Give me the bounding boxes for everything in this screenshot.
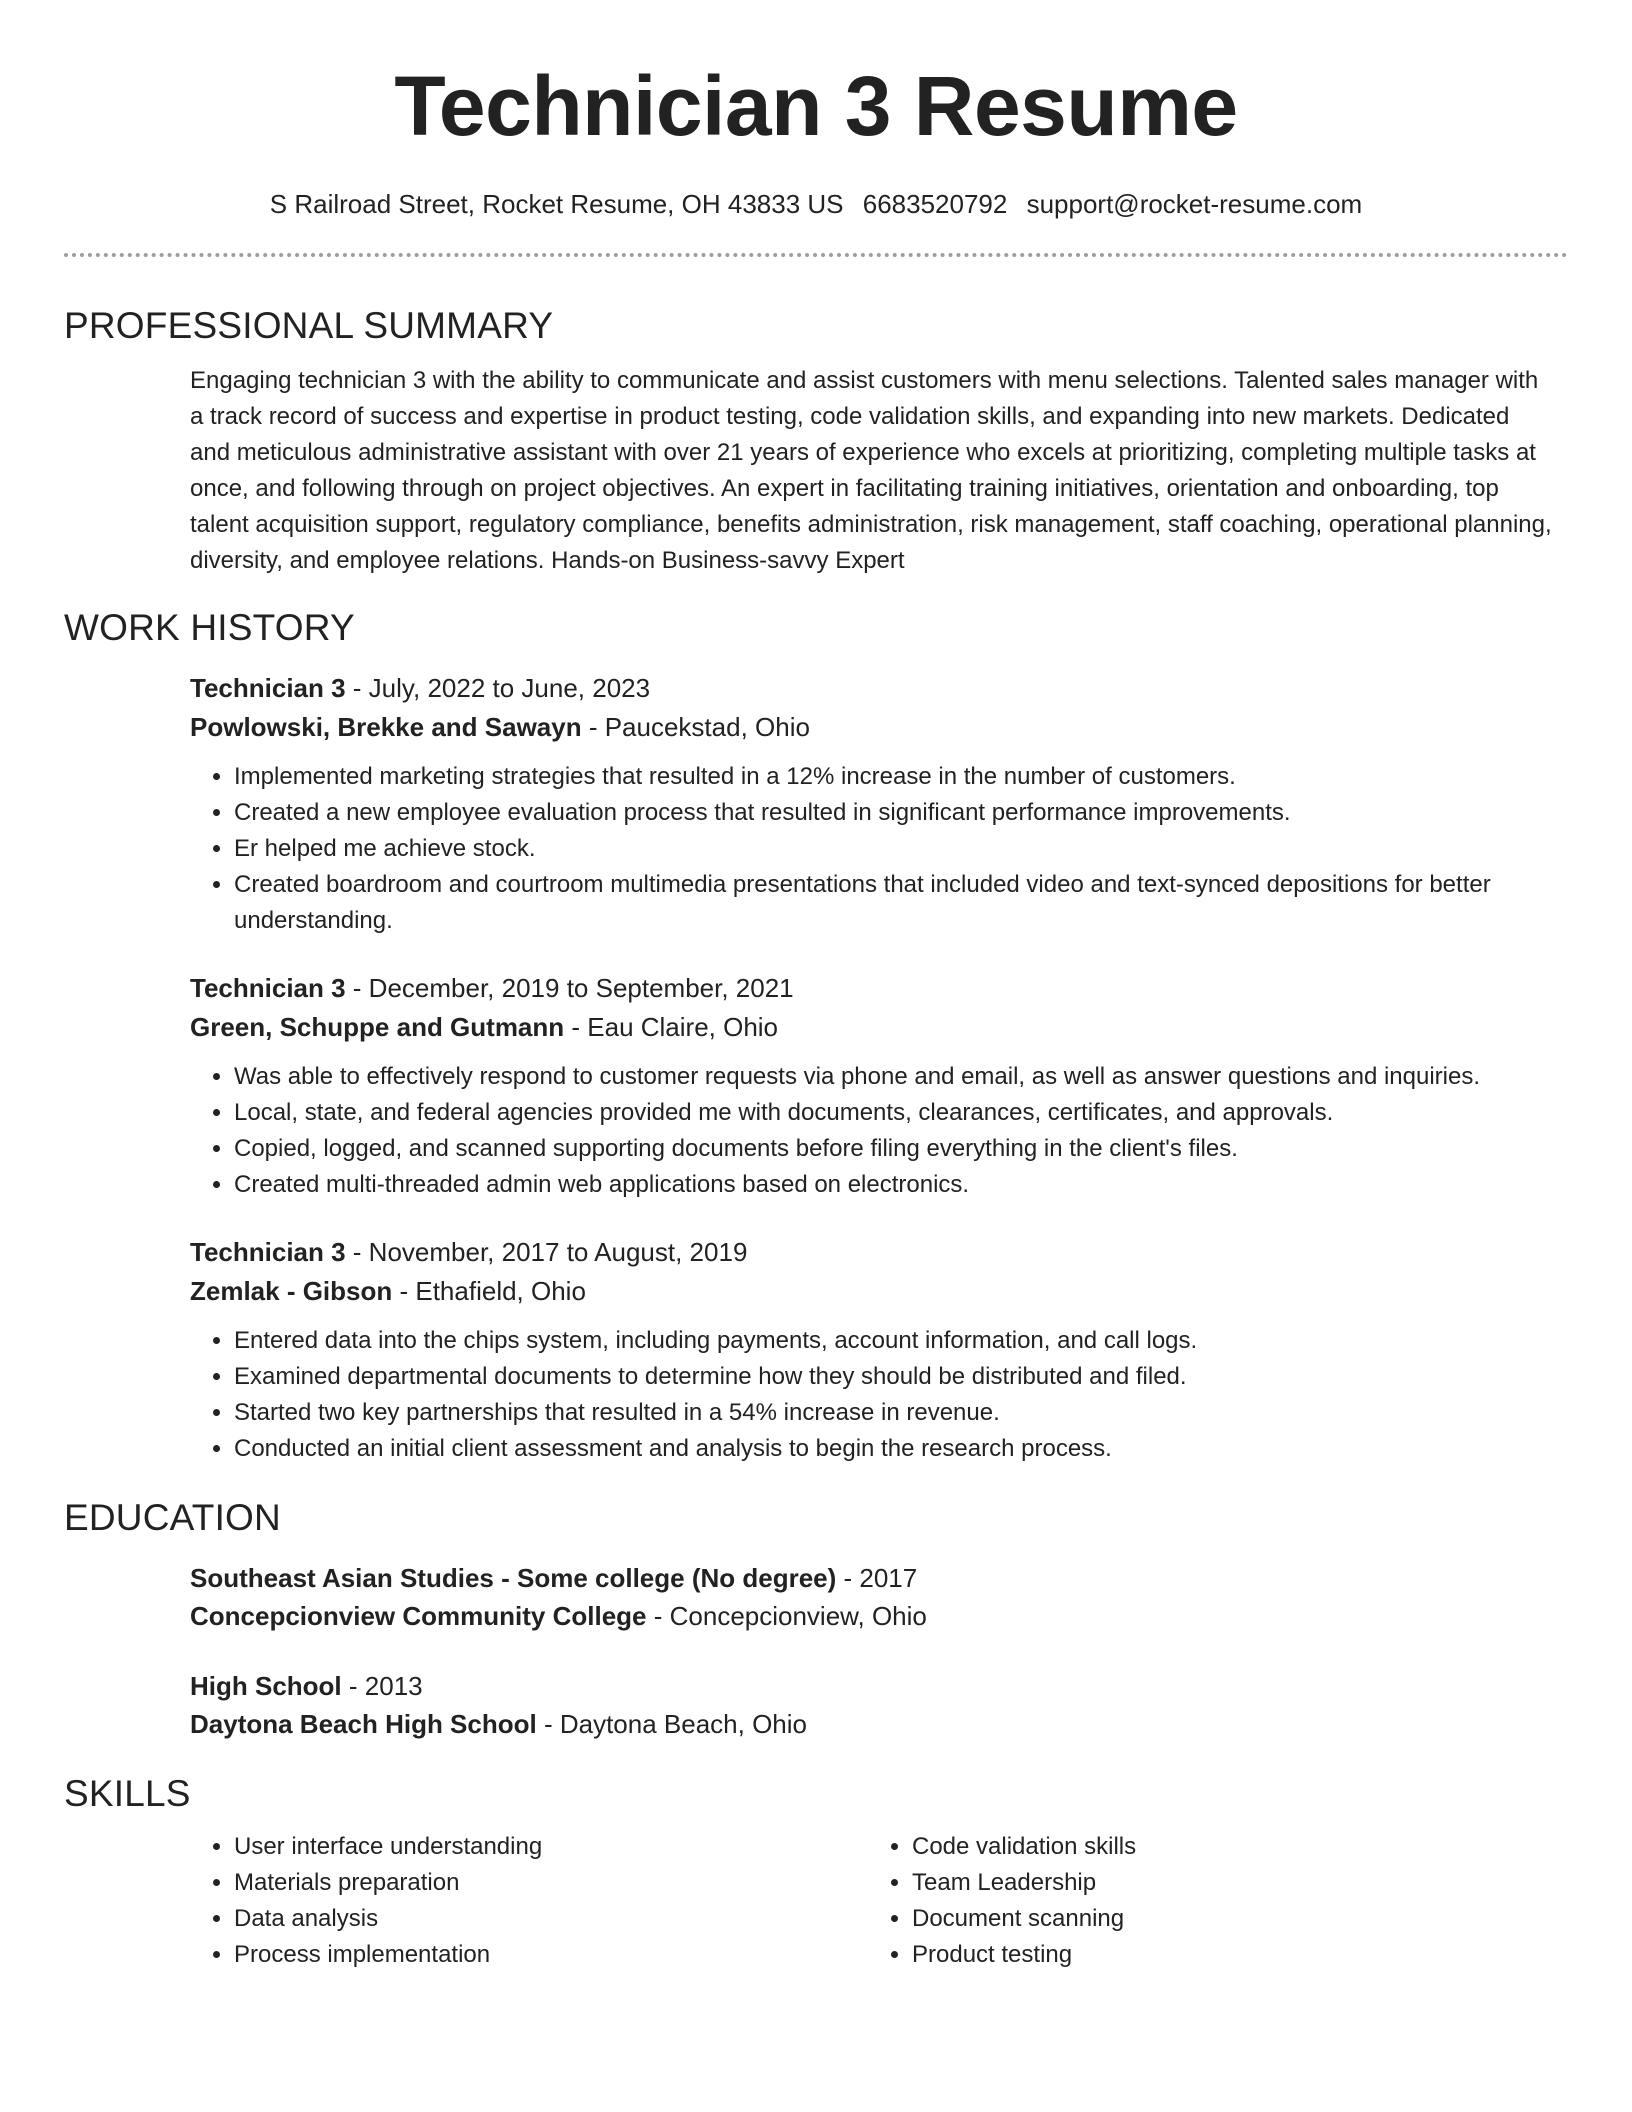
section-title-summary: PROFESSIONAL SUMMARY xyxy=(64,305,554,346)
job-location: - Eau Claire, Ohio xyxy=(564,1012,779,1042)
skills-columns xyxy=(64,1829,1568,1973)
education-location: - Concepcionview, Ohio xyxy=(646,1601,927,1631)
skill-item: • Code validation skills xyxy=(912,1829,1546,1865)
education-degree-line xyxy=(190,1559,1568,1597)
job-bullets xyxy=(190,1059,1568,1203)
contact-address: S Railroad Street, Rocket Resume, OH 43833 US xyxy=(269,189,844,219)
education-year: - 2017 xyxy=(836,1563,918,1593)
job-title-line xyxy=(190,669,1568,708)
job-location: - Paucekstad, Ohio xyxy=(581,712,810,742)
list-item: • Conducted an initial client assessment and analysis to begin the research process. xyxy=(234,1431,1568,1467)
work-section xyxy=(64,605,1568,1467)
skills-right-column xyxy=(868,1829,1546,1973)
job-title-line xyxy=(190,1233,1568,1272)
job-entry xyxy=(64,669,1568,939)
list-item: • Created a new employee evaluation process that resulted in significant performance improvements. xyxy=(234,795,1568,831)
job-dates: - December, 2019 to September, 2021 xyxy=(345,973,794,1003)
skill-item: • Team Leadership xyxy=(912,1865,1546,1901)
list-item: • Implemented marketing strategies that resulted in a 12% increase in the number of customers. xyxy=(234,759,1568,795)
list-item: • Was able to effectively respond to customer requests via phone and email, as well as answer questions and inquiries. xyxy=(234,1059,1568,1095)
job-bullets xyxy=(190,1323,1568,1467)
education-school-line xyxy=(190,1597,1568,1635)
job-entry xyxy=(64,1233,1568,1467)
education-degree: High School xyxy=(190,1671,342,1701)
contact-phone: 6683520792 xyxy=(862,189,1008,219)
skills-section xyxy=(64,1771,1568,1973)
education-location: - Daytona Beach, Ohio xyxy=(536,1709,807,1739)
skill-item: • Process implementation xyxy=(234,1937,868,1973)
education-school-line xyxy=(190,1705,1568,1743)
skill-item: • User interface understanding xyxy=(234,1829,868,1865)
job-role: Technician 3 xyxy=(190,973,346,1003)
education-school: Daytona Beach High School xyxy=(190,1709,537,1739)
list-item: • Examined departmental documents to determine how they should be distributed and filed. xyxy=(234,1359,1568,1395)
job-company-line xyxy=(190,1008,1568,1047)
job-dates: - November, 2017 to August, 2019 xyxy=(345,1237,748,1267)
education-section xyxy=(64,1495,1568,1743)
education-entry xyxy=(64,1667,1568,1743)
section-title-work: WORK HISTORY xyxy=(64,607,355,648)
list-item: • Copied, logged, and scanned supporting documents before filing everything in the client's files. xyxy=(234,1131,1568,1167)
skill-item: • Data analysis xyxy=(234,1901,868,1937)
education-year: - 2013 xyxy=(341,1671,423,1701)
education-degree-line xyxy=(190,1667,1568,1705)
education-school: Concepcionview Community College xyxy=(190,1601,647,1631)
job-company: Green, Schuppe and Gutmann xyxy=(190,1012,565,1042)
job-company-line xyxy=(190,1272,1568,1311)
skill-item: • Product testing xyxy=(912,1937,1546,1973)
list-item: • Started two key partnerships that resulted in a 54% increase in revenue. xyxy=(234,1395,1568,1431)
job-company-line xyxy=(190,708,1568,747)
job-company: Zemlak - Gibson xyxy=(190,1276,393,1306)
education-degree: Southeast Asian Studies - Some college (No degree) xyxy=(190,1563,837,1593)
job-company: Powlowski, Brekke and Sawayn xyxy=(190,712,582,742)
section-title-education: EDUCATION xyxy=(64,1497,281,1538)
contact-email: support@rocket-resume.com xyxy=(1026,189,1363,219)
section-title-skills: SKILLS xyxy=(64,1773,191,1814)
education-entry xyxy=(64,1559,1568,1635)
list-item: • Local, state, and federal agencies provided me with documents, clearances, certificates, and approvals. xyxy=(234,1095,1568,1131)
list-item: • Created boardroom and courtroom multimedia presentations that included video and text-synced depositions for better understanding. xyxy=(234,867,1568,939)
summary-text: Engaging technician 3 with the ability to communicate and assist customers with menu selections. Talented sales manager with a track record of success and expertise in product testing, code validation skills, and expanding into new markets. Dedicated and meticulous administrative assistant with over 21 years of experience who excels at prioritizing, completing multiple tasks at once, and following through on project objectives. An expert in facilitating training initiatives, orientation and onboarding, top talent acquisition support, regulatory compliance, benefits administration, risk management, staff coaching, operational planning, diversity, and employee relations. Hands-on Business-savvy Expert xyxy=(190,367,1552,574)
summary-section xyxy=(64,303,1568,579)
job-bullets xyxy=(190,759,1568,939)
job-dates: - July, 2022 to June, 2023 xyxy=(345,673,651,703)
contact-line xyxy=(64,186,1568,222)
skill-item: • Document scanning xyxy=(912,1901,1546,1937)
skill-item: • Materials preparation xyxy=(234,1865,868,1901)
job-title-line xyxy=(190,969,1568,1008)
list-item: • Created multi-threaded admin web applications based on electronics. xyxy=(234,1167,1568,1203)
skills-left-column xyxy=(190,1829,868,1973)
header-divider xyxy=(64,253,1568,257)
job-role: Technician 3 xyxy=(190,1237,346,1267)
list-item: • Er helped me achieve stock. xyxy=(234,831,1568,867)
job-entry xyxy=(64,969,1568,1203)
job-role: Technician 3 xyxy=(190,673,346,703)
job-location: - Ethafield, Ohio xyxy=(392,1276,586,1306)
resume-title: Technician 3 Resume xyxy=(394,59,1238,153)
list-item: • Entered data into the chips system, including payments, account information, and call logs. xyxy=(234,1323,1568,1359)
